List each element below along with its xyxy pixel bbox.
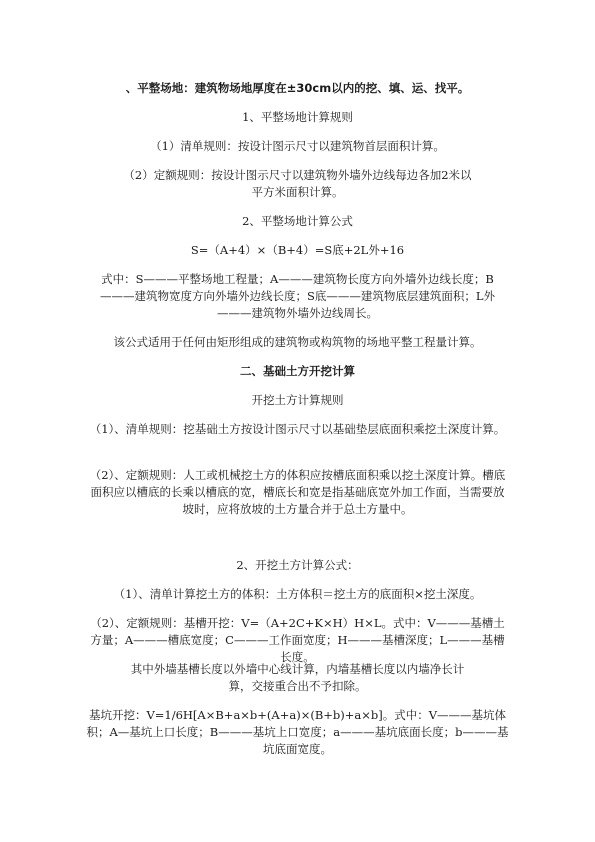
note-trench-length: 其中外墙基槽长度以外墙中心线计算，内墙基槽长度以内墙净长计算，交接重合出不予扣除。 [130,662,465,693]
rule-list-excavation: （1）、清单规则：挖基础土方按设计图示尺寸以基础垫层底面积乘挖土深度计算。 [89,422,506,436]
rule-quota-leveling: （2）定额规则：按设计图示尺寸以建筑物外墙外边线每边各加2米以平方米面积计算。 [123,168,472,199]
section-heading-site-leveling: 、平整场地：建筑物场地厚度在±30cm以内的挖、填、运、找平。 [125,81,470,95]
rule-quota-trench: （2）、定额规则：基槽开挖：V=（A+2C+K×H）H×L。式中：V———基槽土方量；A———槽底宽度；C———工作面宽度；H———基槽深度；L———基槽长度。 [90,616,505,664]
subheading-excavation-formula: 2、开挖土方计算公式： [236,558,359,572]
section-heading-excavation: 二、基础土方开挖计算 [240,364,355,378]
rule-pit-excavation: 基坑开挖：V=1/6H[A×B+a×b+(A+a)×(B+b)+a×b]。式中：V———基坑体积；A—基坑上口长度；B———基坑上口宽度；a———基坑底面长度；b———基坑底面宽度。 [86,708,509,756]
rule-list-volume: （1）、清单计算挖土方的体积：土方体积＝挖土方的底面积×挖土深度。 [113,587,482,601]
subheading-leveling-rules: 1、平整场地计算规则 [242,110,353,124]
rule-list-leveling: （1）清单规则：按设计图示尺寸以建筑物首层面积计算。 [150,139,445,153]
formula-leveling-description: 式中：S———平整场地工程量；A———建筑物长度方向外墙外边线长度；B———建筑物宽度方向外墙外边线长度；S底———建筑物底层建筑面积；L外———建筑物外墙外边线周长。 [99,272,495,320]
subheading-leveling-formula: 2、平整场地计算公式 [242,214,353,228]
subheading-excavation-rules: 开挖土方计算规则 [251,393,344,407]
rule-quota-excavation: （2）、定额规则：人工或机械挖土方的体积应按槽底面积乘以挖土深度计算。槽底面积应以槽底的长乘以槽底的宽，槽底长和宽是指基础底宽外加工作面，当需要放坡时，应将放坡的土方量合并于总土方量中。 [89,468,506,516]
formula-leveling: S=（A+4）×（B+4）=S底+2L外+16 [190,243,405,257]
note-leveling: 该公式适用于任何由矩形组成的建筑物或构筑物的场地平整工程量计算。 [113,335,482,349]
